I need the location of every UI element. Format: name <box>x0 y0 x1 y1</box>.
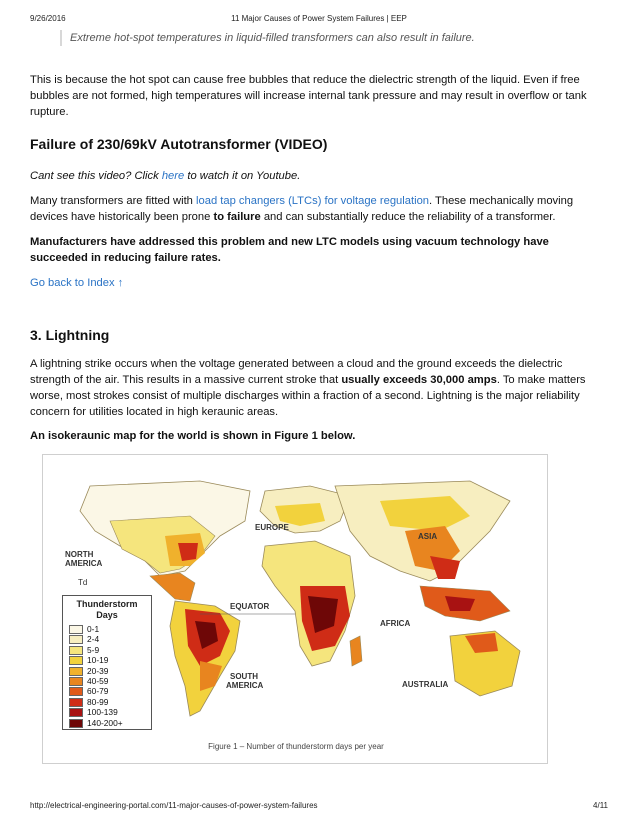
label-europe: EUROPE <box>255 523 289 532</box>
footer-url: http://electrical-engineering-portal.com/11-major-causes-of-power-system-failures <box>30 801 318 810</box>
ltc-post: and can substantially reduce the reliability of a transformer. <box>260 211 556 223</box>
label-td: Td <box>78 578 88 587</box>
label-south-america-1: SOUTH <box>230 672 258 681</box>
legend-swatch <box>69 708 83 717</box>
legend-label: 2-4 <box>87 634 100 645</box>
legend-title-line2: Days <box>96 610 118 620</box>
paragraph-manufacturers: Manufacturers have addressed this problem and new LTC models using vacuum technology have succeeded in reducing failure rates. <box>30 236 549 264</box>
ltc-bold: to failure <box>213 211 261 223</box>
ltc-mid: . These mechanically moving devices have historically been prone <box>30 195 574 223</box>
legend-label: 60-79 <box>87 686 109 697</box>
youtube-link[interactable]: here <box>161 170 185 182</box>
heading-lightning: 3. Lightning <box>30 327 110 343</box>
legend-title-line1: Thunderstorm <box>76 599 138 609</box>
legend-label: 100-139 <box>87 707 118 718</box>
legend-label: 40-59 <box>87 676 109 686</box>
paragraph-ltc <box>30 193 600 225</box>
legend-swatch <box>69 687 83 696</box>
legend-swatch <box>69 625 83 634</box>
legend-label: 140-200+ <box>87 717 123 728</box>
legend-swatch <box>69 677 83 686</box>
legend-label: 80-99 <box>87 696 109 707</box>
paragraph-lightning <box>30 356 600 420</box>
figure-caption: Figure 1 – Number of thunderstorm days per year <box>208 742 384 751</box>
cant-see-video-line <box>30 168 600 184</box>
label-asia: ASIA <box>418 532 438 541</box>
label-africa: AFRICA <box>380 619 411 628</box>
legend-swatch <box>69 698 83 707</box>
label-south-america-2: AMERICA <box>226 681 264 690</box>
header-title: 11 Major Causes of Power System Failures | EEP <box>231 14 407 23</box>
label-australia: AUSTRALIA <box>402 680 449 689</box>
label-north-america-2: AMERICA <box>65 559 103 568</box>
label-north-america-1: NORTH <box>65 550 94 559</box>
legend-swatch <box>69 719 83 728</box>
legend-title <box>63 599 151 621</box>
legend-swatch <box>69 656 83 665</box>
label-south-america <box>226 672 264 690</box>
ltc-pre: Many transformers are fitted with <box>30 195 197 207</box>
paragraph-hot-spot: This is because the hot spot can cause free bubbles that reduce the dielectric strength of the liquid. Even if free bubbles are not formed, high temperatures will increase internal tank pressure and may result in overflow or tank rupture. <box>30 74 587 118</box>
map-intro: An isokeraunic map for the world is shown in Figure 1 below. <box>30 430 356 442</box>
legend-swatch <box>69 635 83 644</box>
legend-label: 20-39 <box>87 665 109 676</box>
footer-page-number: 4/11 <box>593 801 608 810</box>
legend-label: 5-9 <box>87 644 100 655</box>
lightning-pre: A lightning strike occurs when the voltage generated between a cloud and the ground exceeds the dielectric strength of the air. This results in a massive current stroke that <box>30 358 563 386</box>
heading-video: Failure of 230/69kV Autotransformer (VIDEO) <box>30 136 328 152</box>
cant-see-pre: Cant see this video? Click <box>30 170 162 182</box>
blockquote: Extreme hot-spot temperatures in liquid-filled transformers can also result in failure. <box>60 30 475 46</box>
header-date: 9/26/2016 <box>30 14 66 23</box>
legend-swatch <box>69 646 83 655</box>
thunderstorm-legend <box>62 595 152 730</box>
lightning-post: . To make matters worse, most strokes consist of multiple discharges within a fraction of a second. Lightning is the major reliability concern for utilities located in high keraunic areas. <box>30 374 586 418</box>
go-back-index-link[interactable]: Go back to Index ↑ <box>30 277 124 289</box>
cant-see-post: to watch it on Youtube. <box>184 170 301 182</box>
legend-label: 10-19 <box>87 655 109 666</box>
lightning-bold: usually exceeds 30,000 amps <box>341 374 497 386</box>
label-equator: EQUATOR <box>230 602 270 611</box>
legend-label: 0-1 <box>87 624 100 634</box>
legend-swatch <box>69 667 83 676</box>
ltc-link[interactable]: load tap changers (LTCs) for voltage regulation <box>196 195 430 207</box>
